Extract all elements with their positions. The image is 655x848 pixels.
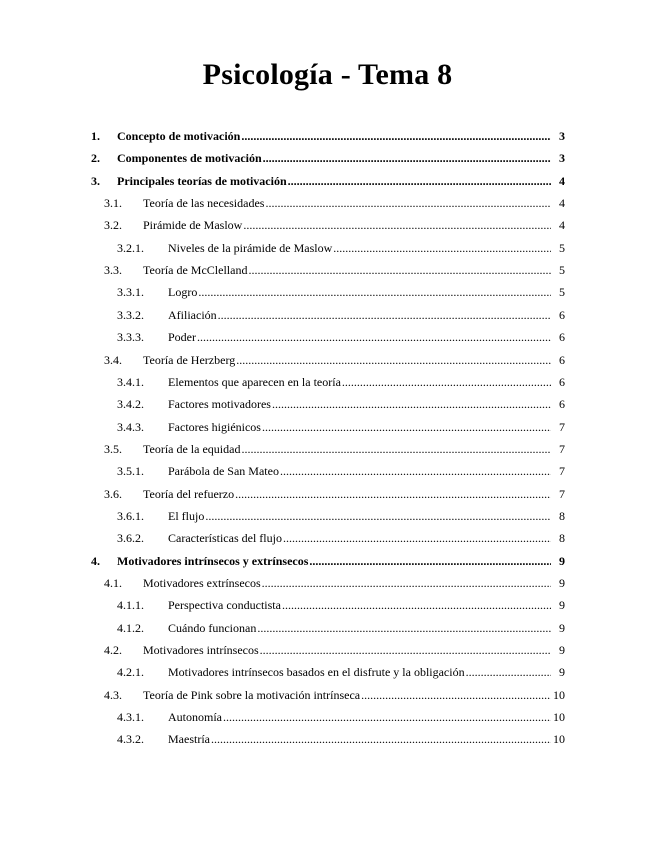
toc-dot-leader [198, 282, 551, 302]
page-title: Psicología - Tema 8 [202, 58, 453, 91]
toc-entry[interactable] [0, 685, 655, 705]
toc-entry-text: Teoría de Pink sobre la motivación intrínseca [143, 687, 361, 702]
toc-entry-label [143, 439, 551, 459]
toc-dot-leader [282, 595, 551, 615]
toc-entry-label [168, 372, 551, 392]
toc-page-number: 5 [559, 285, 565, 300]
toc-entry-text: Cuándo funcionan [168, 620, 257, 635]
toc-entry-label [143, 215, 551, 235]
toc-entry-number: 4.3.1. [117, 710, 144, 725]
toc-entry[interactable] [0, 640, 655, 660]
toc-entry-text: Afiliación [168, 307, 217, 322]
toc-dot-leader [235, 484, 551, 504]
toc-entry-number: 3.6.1. [117, 508, 144, 523]
toc-entry-label [168, 662, 551, 682]
toc-entry-text: Motivadores intrínsecos y extrínsecos [117, 553, 309, 568]
toc-dot-leader [260, 640, 551, 660]
toc-entry-label [143, 640, 551, 660]
toc-dot-leader [263, 148, 551, 168]
toc-entry-number: 3.6.2. [117, 531, 144, 546]
toc-entry-number: 4.3. [104, 687, 122, 702]
toc-entry-label [168, 729, 551, 749]
toc-entry-number: 3.2.1. [117, 240, 144, 255]
toc-page-number: 7 [559, 486, 565, 501]
toc-page-number: 10 [553, 710, 565, 725]
toc-page-number: 4 [559, 218, 565, 233]
toc-entry-text: Teoría de la equidad [143, 441, 241, 456]
toc-entry-text: Características del flujo [168, 531, 282, 546]
toc-entry-text: Perspectiva conductista [168, 598, 281, 613]
toc-entry-label [168, 417, 551, 437]
toc-entry-text: Poder [168, 330, 196, 345]
toc-entry-label [143, 685, 551, 705]
toc-dot-leader [243, 215, 551, 235]
toc-dot-leader [288, 171, 551, 191]
toc-page-number: 9 [559, 598, 565, 613]
toc-entry[interactable] [0, 260, 655, 280]
toc-dot-leader [262, 417, 551, 437]
toc-dot-leader [241, 439, 551, 459]
toc-entry-text: Autonomía [168, 710, 222, 725]
toc-entry[interactable] [0, 282, 655, 302]
toc-entry-number: 3.5.1. [117, 464, 144, 479]
toc-dot-leader [248, 260, 551, 280]
toc-entry[interactable] [0, 707, 655, 727]
toc-entry-text: Teoría de McClelland [143, 263, 248, 278]
toc-page-number: 9 [559, 620, 565, 635]
toc-dot-leader [211, 729, 551, 749]
toc-entry[interactable] [0, 551, 655, 571]
toc-entry-text: Motivadores intrínsecos [143, 643, 259, 658]
toc-dot-leader [262, 573, 551, 593]
toc-entry-label [143, 350, 551, 370]
toc-entry-label [117, 171, 551, 191]
toc-page-number: 9 [559, 665, 565, 680]
toc-entry-label [168, 305, 551, 325]
toc-entry[interactable] [0, 595, 655, 615]
toc-entry-label [168, 282, 551, 302]
toc-entry-number: 1. [91, 129, 100, 143]
toc-dot-leader [265, 193, 551, 213]
toc-entry-number: 3.3. [104, 263, 122, 278]
toc-entry-number: 3.4.3. [117, 419, 144, 434]
toc-page-number: 6 [559, 374, 565, 389]
toc-entry-number: 4. [91, 553, 100, 568]
toc-entry[interactable] [0, 372, 655, 392]
toc-dot-leader [205, 506, 551, 526]
toc-entry[interactable] [0, 126, 655, 146]
toc-page-number: 7 [559, 464, 565, 479]
toc-page-number: 6 [559, 330, 565, 345]
toc-entry-text: Concepto de motivación [117, 129, 241, 143]
toc-entry[interactable] [0, 193, 655, 213]
toc-entry-number: 3.3.3. [117, 330, 144, 345]
toc-dot-leader [272, 394, 551, 414]
toc-entry-text: Principales teorías de motivación [117, 173, 287, 188]
toc-entry-label [143, 573, 551, 593]
toc-entry-text: Componentes de motivación [117, 151, 262, 166]
toc-entry-label [117, 148, 551, 168]
toc-entry-number: 2. [91, 151, 100, 166]
toc-entry-number: 3.3.1. [117, 285, 144, 300]
toc-entry-text: Teoría del refuerzo [143, 486, 235, 501]
toc-entry-number: 3.2. [104, 218, 122, 233]
toc-page-number: 8 [559, 508, 565, 523]
toc-entry[interactable] [0, 618, 655, 638]
toc-entry[interactable] [0, 662, 655, 682]
toc-entry-number: 4.2. [104, 643, 122, 658]
toc-entry[interactable] [0, 573, 655, 593]
toc-entry[interactable] [0, 729, 655, 749]
toc-dot-leader [241, 126, 551, 146]
toc-page-number: 4 [559, 196, 565, 211]
toc-entry[interactable] [0, 215, 655, 235]
toc-dot-leader [223, 707, 551, 727]
toc-entry[interactable] [0, 305, 655, 325]
toc-page-number: 3 [559, 151, 565, 166]
toc-entry-text: Teoría de Herzberg [143, 352, 236, 367]
toc-entry[interactable] [0, 528, 655, 548]
toc-entry-label [168, 506, 551, 526]
toc-entry-label [168, 461, 551, 481]
toc-entry-number: 4.3.2. [117, 732, 144, 747]
toc-entry-number: 3.1. [104, 196, 122, 211]
toc-entry-label [117, 551, 551, 571]
toc-entry-text: Maestría [168, 732, 210, 747]
toc-page-number: 9 [559, 576, 565, 590]
toc-entry-number: 3. [91, 173, 100, 188]
toc-page-number: 10 [553, 687, 565, 702]
toc-entry-label [168, 238, 551, 258]
toc-page-number: 6 [559, 397, 565, 412]
toc-entry-text: Teoría de las necesidades [143, 196, 265, 211]
toc-entry-text: Factores motivadores [168, 397, 271, 412]
toc-entry-number: 4.1.2. [117, 620, 144, 635]
toc-entry-number: 4.1. [104, 576, 122, 590]
toc-page-number: 4 [559, 173, 565, 188]
toc-entry-number: 3.5. [104, 441, 122, 456]
toc-entry-text: Pirámide de Maslow [143, 218, 243, 233]
toc-entry-label [143, 484, 551, 504]
toc-entry-text: El flujo [168, 508, 205, 523]
toc-dot-leader [342, 372, 551, 392]
toc-dot-leader [361, 685, 551, 705]
toc-page-number: 5 [559, 240, 565, 255]
toc-entry[interactable] [0, 484, 655, 504]
toc-entry-text: Niveles de la pirámide de Maslow [168, 240, 333, 255]
toc-dot-leader [197, 327, 551, 347]
toc-dot-leader [257, 618, 551, 638]
toc-page-number: 9 [559, 643, 565, 658]
toc-dot-leader [333, 238, 551, 258]
toc-entry-label [117, 126, 551, 146]
toc-entry-number: 3.6. [104, 486, 122, 501]
toc-entry[interactable] [0, 394, 655, 414]
toc-entry-label [143, 193, 551, 213]
toc-page-number: 9 [559, 553, 565, 568]
toc-entry-text: Motivadores extrínsecos [143, 576, 261, 590]
toc-entry[interactable] [0, 327, 655, 347]
toc-page-number: 5 [559, 263, 565, 278]
toc-entry-number: 3.4.1. [117, 374, 144, 389]
toc-entry[interactable] [0, 461, 655, 481]
toc-page-number: 7 [559, 419, 565, 434]
toc-entry-number: 4.1.1. [117, 598, 144, 613]
toc-entry[interactable] [0, 238, 655, 258]
toc-dot-leader [280, 461, 551, 481]
toc-entry-label [143, 260, 551, 280]
toc-entry[interactable] [0, 417, 655, 437]
toc-entry-label [168, 528, 551, 548]
toc-dot-leader [218, 305, 551, 325]
toc-entry-number: 3.4.2. [117, 397, 144, 412]
toc-entry-label [168, 707, 551, 727]
toc-entry[interactable] [0, 171, 655, 191]
toc-entry[interactable] [0, 506, 655, 526]
toc-dot-leader [466, 662, 551, 682]
toc-entry-text: Elementos que aparecen en la teoría [168, 374, 341, 389]
toc-entry-text: Factores higiénicos [168, 419, 261, 434]
toc-entry[interactable] [0, 439, 655, 459]
toc-dot-leader [236, 350, 551, 370]
toc-entry-number: 4.2.1. [117, 665, 144, 680]
toc-entry-number: 3.4. [104, 352, 122, 367]
toc-page-number: 3 [559, 129, 565, 143]
toc-entry-label [168, 618, 551, 638]
toc-entry[interactable] [0, 350, 655, 370]
toc-entry-label [168, 327, 551, 347]
toc-page-number: 10 [553, 732, 565, 747]
toc-page-number: 6 [559, 307, 565, 322]
toc-entry-label [168, 394, 551, 414]
toc-entry-text: Parábola de San Mateo [168, 464, 279, 479]
toc-dot-leader [283, 528, 551, 548]
toc-dot-leader [309, 551, 551, 571]
toc-entry-number: 3.3.2. [117, 307, 144, 322]
toc-entry-label [168, 595, 551, 615]
toc-page-number: 6 [559, 352, 565, 367]
toc-page-number: 7 [559, 441, 565, 456]
toc-entry-text: Logro [168, 285, 198, 300]
toc-entry[interactable] [0, 148, 655, 168]
toc-page-number: 8 [559, 531, 565, 546]
toc-entry-text: Motivadores intrínsecos basados en el disfrute y la obligación [168, 665, 465, 680]
